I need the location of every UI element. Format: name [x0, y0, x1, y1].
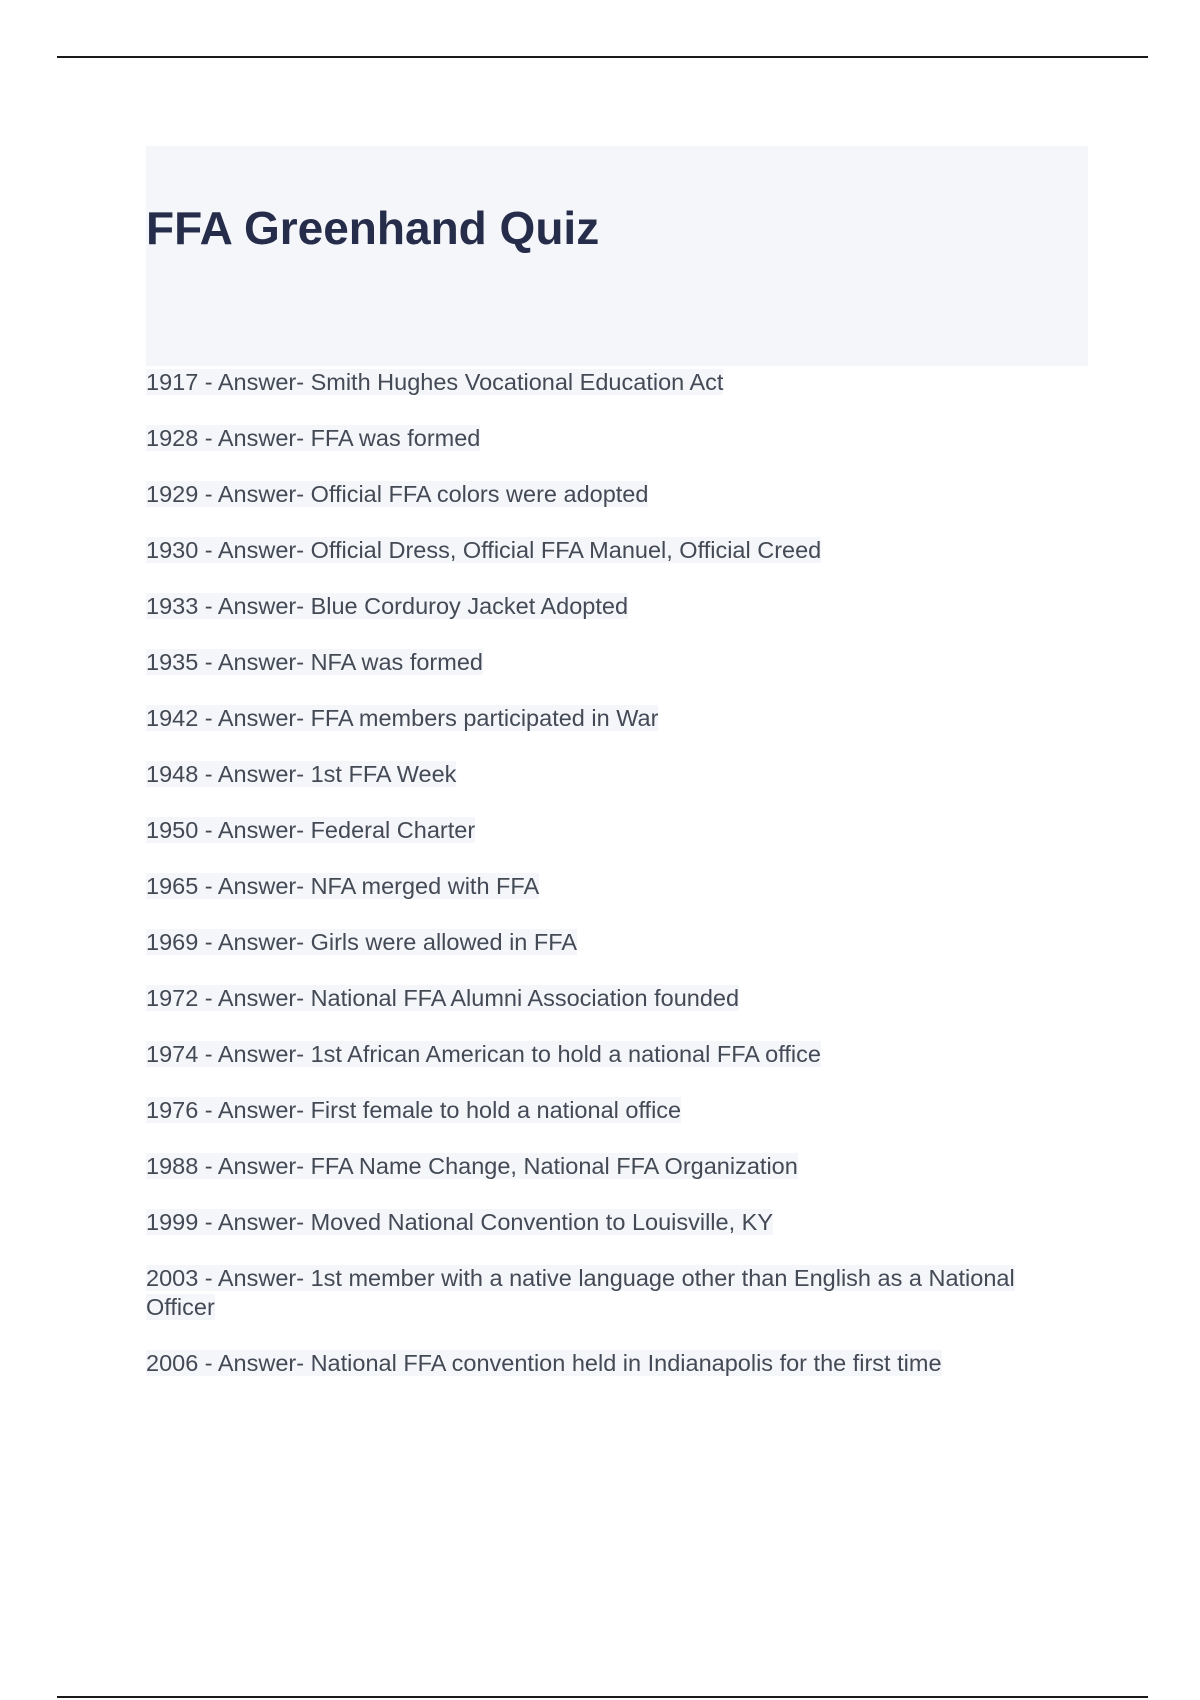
- qa-item: [146, 1349, 1066, 1378]
- qa-item: [146, 984, 1066, 1013]
- qa-item: [146, 368, 1066, 397]
- header-rule: [57, 56, 1148, 58]
- qa-item: [146, 1152, 1066, 1181]
- qa-item-text: 1928 - Answer- FFA was formed: [146, 425, 481, 451]
- footer-rule: [57, 1696, 1148, 1698]
- qa-list: [146, 368, 1066, 1405]
- page-title: FFA Greenhand Quiz: [146, 202, 600, 254]
- qa-item: [146, 928, 1066, 957]
- qa-item: [146, 704, 1066, 733]
- qa-item-text: 2006 - Answer- National FFA convention held in Indianapolis for the first time: [146, 1350, 942, 1376]
- qa-item-text: 1969 - Answer- Girls were allowed in FFA: [146, 929, 577, 955]
- qa-item-text: 1929 - Answer- Official FFA colors were adopted: [146, 481, 649, 507]
- qa-item-text: 1965 - Answer- NFA merged with FFA: [146, 873, 540, 899]
- qa-item: [146, 1264, 1066, 1322]
- qa-item-text: 1988 - Answer- FFA Name Change, National FFA Organization: [146, 1153, 798, 1179]
- qa-item: [146, 872, 1066, 901]
- qa-item-text: 2003 - Answer- 1st member with a native language other than English as a National Officer: [146, 1265, 1015, 1320]
- qa-item-text: 1976 - Answer- First female to hold a national office: [146, 1097, 682, 1123]
- qa-item: [146, 816, 1066, 845]
- qa-item-text: 1950 - Answer- Federal Charter: [146, 817, 476, 843]
- qa-item: [146, 648, 1066, 677]
- qa-item-text: 1948 - Answer- 1st FFA Week: [146, 761, 457, 787]
- qa-item: [146, 1096, 1066, 1125]
- qa-item: [146, 536, 1066, 565]
- qa-item-text: 1942 - Answer- FFA members participated in War: [146, 705, 659, 731]
- qa-item-text: 1935 - Answer- NFA was formed: [146, 649, 483, 675]
- qa-item: [146, 592, 1066, 621]
- title-banner: [146, 146, 1088, 366]
- qa-item-text: 1930 - Answer- Official Dress, Official FFA Manuel, Official Creed: [146, 537, 822, 563]
- qa-item: [146, 1040, 1066, 1069]
- qa-item-text: 1972 - Answer- National FFA Alumni Association founded: [146, 985, 740, 1011]
- qa-item: [146, 480, 1066, 509]
- qa-item: [146, 424, 1066, 453]
- qa-item: [146, 1208, 1066, 1237]
- qa-item-text: 1917 - Answer- Smith Hughes Vocational Education Act: [146, 369, 724, 395]
- qa-item-text: 1974 - Answer- 1st African American to hold a national FFA office: [146, 1041, 821, 1067]
- qa-item-text: 1999 - Answer- Moved National Convention to Louisville, KY: [146, 1209, 774, 1235]
- qa-item: [146, 760, 1066, 789]
- qa-item-text: 1933 - Answer- Blue Corduroy Jacket Adopted: [146, 593, 629, 619]
